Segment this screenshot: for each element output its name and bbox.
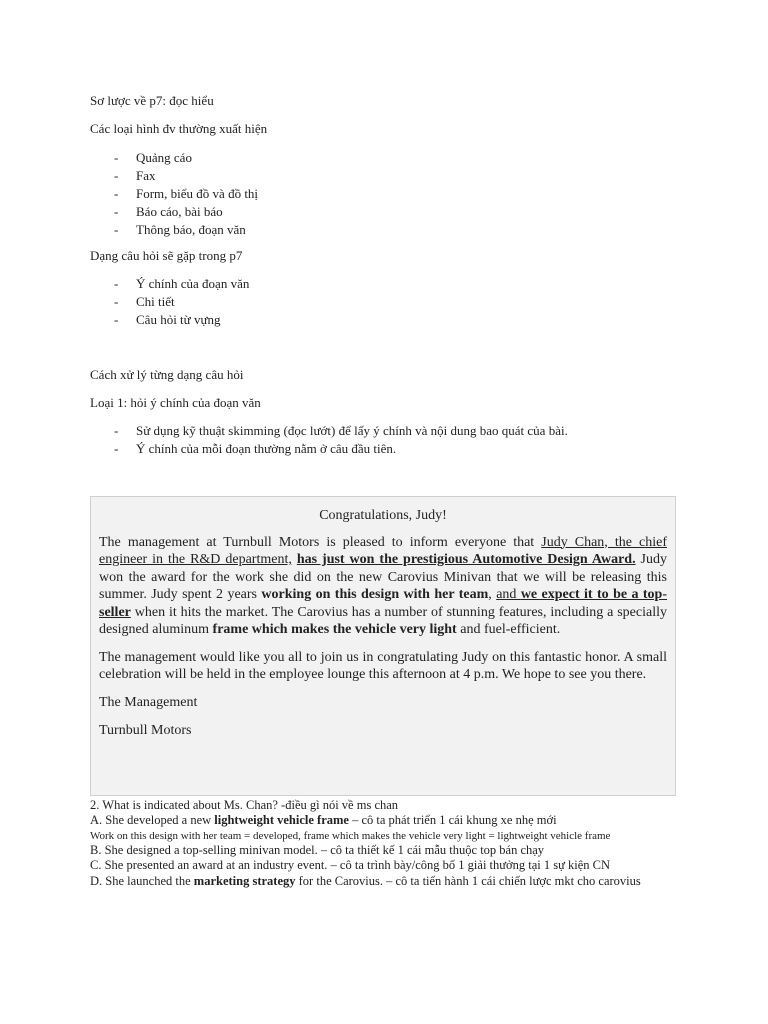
dash-bullet: - [114, 423, 119, 438]
list-item: - Thông báo, đoạn văn [114, 222, 246, 237]
types-list [90, 149, 258, 239]
dash-bullet: - [114, 294, 119, 309]
question-types-heading: Dạng câu hỏi sẽ gặp trong p7 [90, 248, 243, 263]
memo-title: Congratulations, Judy! [319, 508, 447, 523]
list-item: - Chi tiết [114, 294, 175, 309]
types-heading: Các loại hình đv thường xuất hiện [90, 121, 268, 136]
memo-paragraph-1: The management at Turnbull Motors is pleased to inform everyone that Judy Chan, the chief engineer in the R&D department, has just won the prestigious Automotive Design Award. Judy won the award for the work she did on the new Carovius Minivan that we will be releasing this summer. Judy spent 2 years working on this design with her team, and we expect it to be a top-seller when it hits the market. The Carovius has a number of stunning features, including a specially designed aluminum frame which makes the vehicle very light and fuel-efficient. [99, 534, 668, 637]
question-stem: 2. What is indicated about Ms. Chan? -điều gì nói về ms chan [90, 798, 399, 812]
memo-box [90, 496, 676, 796]
answer-option-d: D. She launched the marketing strategy for the Carovius. – cô ta tiến hành 1 cái chiến lược mkt cho carovius [90, 874, 641, 888]
type1-heading: Loại 1: hỏi ý chính của đoạn văn [90, 395, 261, 410]
list-item: - Sử dụng kỹ thuật skimming (đọc lướt) để lấy ý chính và nội dung bao quát của bài. [114, 423, 568, 438]
list-item: - Fax [114, 168, 156, 183]
answer-option-c: C. She presented an award at an industry event. – cô ta trình bày/công bố 1 giải thưởng tại 1 sự kiện CN [90, 858, 611, 872]
answer-option-b: B. She designed a top-selling minivan model. – cô ta thiết kế 1 cái mẫu thuộc top bán chạy [90, 843, 545, 857]
question-types-list [90, 275, 249, 329]
dash-bullet: - [114, 441, 119, 456]
dash-bullet: - [114, 150, 119, 165]
answer-option-a: A. She developed a new lightweight vehicle frame – cô ta phát triển 1 cái khung xe nhẹ mới [90, 813, 557, 827]
dash-bullet: - [114, 276, 119, 291]
highlight-bold-underline: has just won the prestigious Automotive Design Award. [296, 552, 636, 567]
answer-note: Work on this design with her team = developed, frame which makes the vehicle very light = lightweight vehicle frame [90, 830, 611, 842]
highlight-underline: Judy Chan, the chief engineer in the R&D department, [99, 534, 667, 567]
intro-title: Sơ lược về p7: đọc hiểu [90, 93, 214, 108]
dash-bullet: - [114, 186, 119, 201]
type1-tips-list [90, 422, 568, 458]
list-item: - Quảng cáo [114, 150, 192, 165]
memo-signature-line-2: Turnbull Motors [99, 723, 192, 738]
dash-bullet: - [114, 222, 119, 237]
method-heading: Cách xử lý từng dạng câu hỏi [90, 367, 244, 382]
highlight-bold: working on this design with her team [261, 587, 489, 602]
dash-bullet: - [114, 168, 119, 183]
memo-paragraph-2: The management would like you all to join us in congratulating Judy on this fantastic honor. A small celebration will be held in the employee lounge this afternoon at 4 p.m. We hope to see you there. [99, 649, 667, 682]
dash-bullet: - [114, 312, 119, 327]
highlight-bold: frame which makes the vehicle very light [212, 622, 457, 637]
list-item: - Câu hỏi từ vựng [114, 312, 221, 327]
dash-bullet: - [114, 204, 119, 219]
list-item: - Ý chính của mỗi đoạn thường nằm ở câu đầu tiên. [114, 441, 397, 456]
list-item: - Ý chính của đoạn văn [114, 276, 250, 291]
list-item: - Báo cáo, bài báo [114, 204, 223, 219]
list-item: - Form, biểu đồ và đồ thị [114, 186, 259, 201]
highlight-bold-underline: we expect it to be a top-seller [99, 587, 667, 620]
memo-signature-line-1: The Management [99, 694, 198, 710]
